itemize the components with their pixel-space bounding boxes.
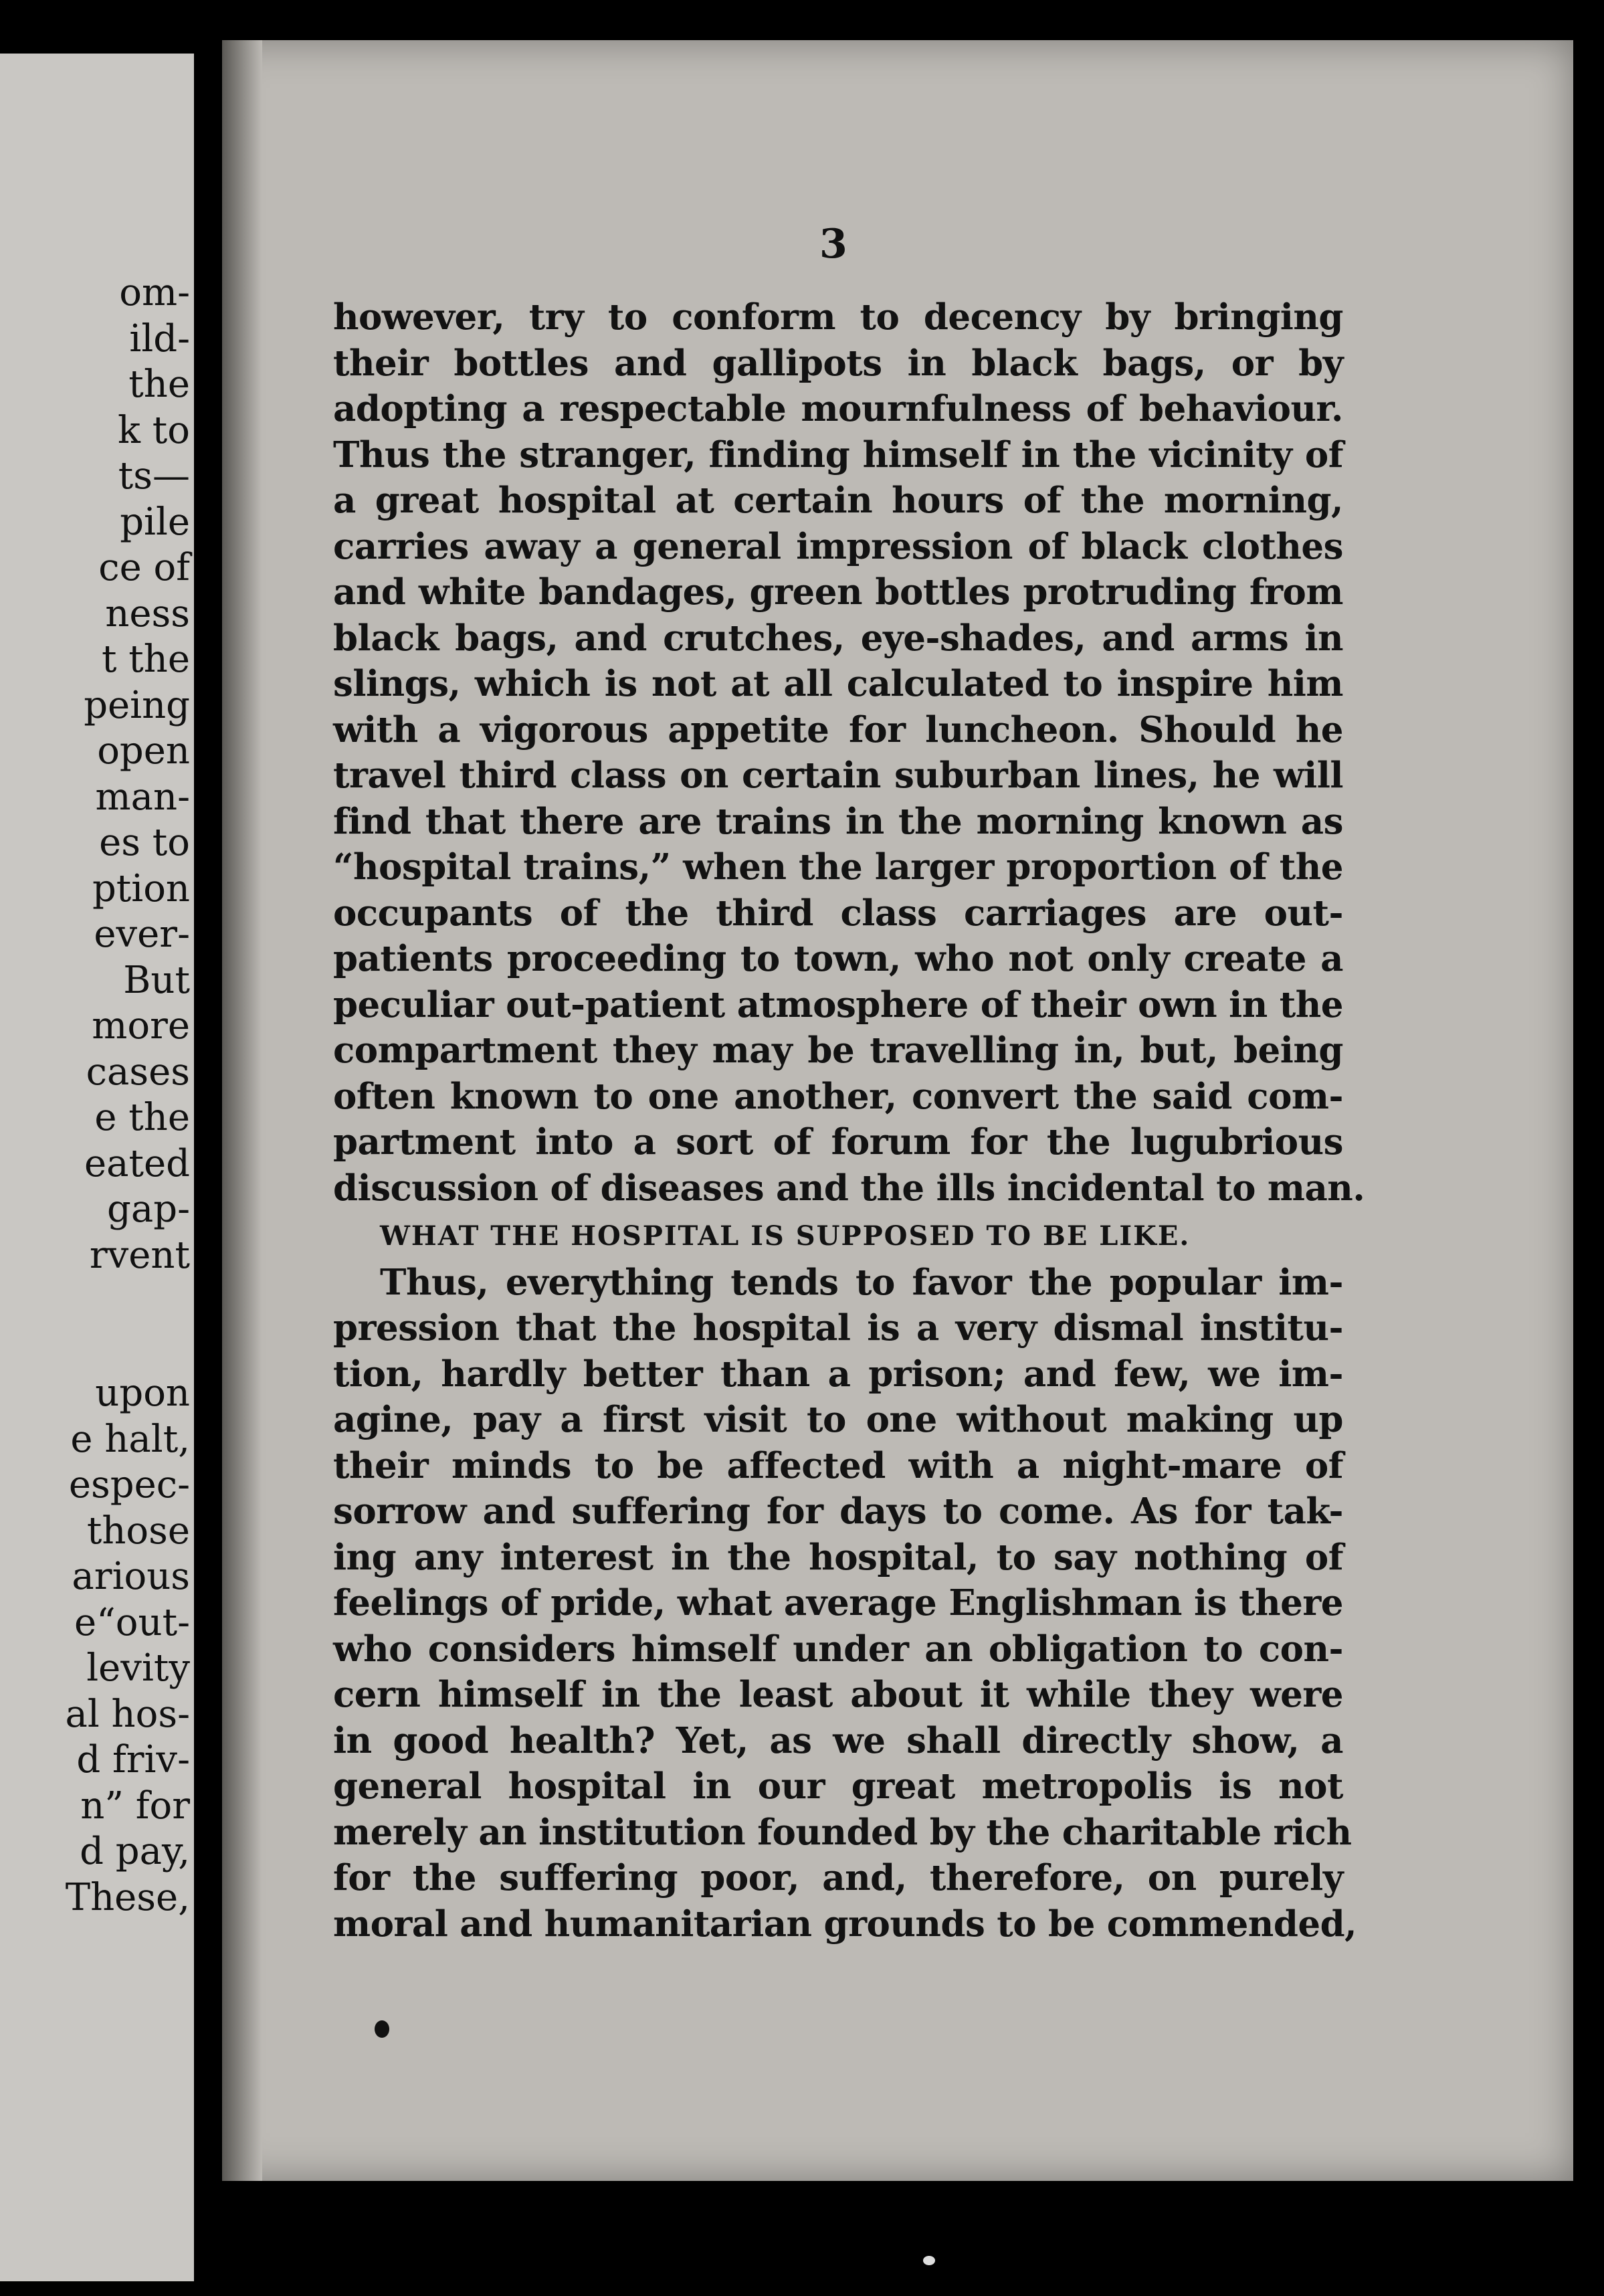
text-line: find that there are trains in the morning known as: [333, 800, 1343, 842]
facing-page-text-fragment: d pay,: [80, 1830, 190, 1873]
text-line: patients proceeding to town, who not only create a: [333, 938, 1343, 979]
facing-page-text-fragment: espec-: [68, 1463, 190, 1507]
facing-page-text-fragment: om-: [119, 271, 190, 314]
facing-page-text-fragment: k to: [118, 408, 190, 452]
facing-page-text-fragment: t the: [101, 638, 190, 681]
ink-speck: [923, 2256, 935, 2265]
text-line: general hospital in our great metropolis is not: [333, 1765, 1343, 1807]
text-line: slings, which is not at all calculated to inspire him: [333, 663, 1343, 704]
text-line: sorrow and suffering for days to come. As for tak-: [333, 1491, 1343, 1532]
text-line: compartment they may be travelling in, but, being: [333, 1030, 1343, 1071]
facing-page-text-fragment: es to: [99, 821, 190, 864]
facing-page-text-fragment: ts—: [118, 454, 190, 498]
facing-page-text-fragment: e“out-: [74, 1600, 190, 1644]
text-line: Thus the stranger, finding himself in the vicinity of: [333, 434, 1343, 476]
facing-page-text-fragment: the: [128, 363, 190, 406]
facing-page-text-fragment: rvent: [89, 1233, 190, 1277]
facing-page-text-fragment: ption: [92, 866, 190, 911]
section-heading: WHAT THE HOSPITAL IS SUPPOSED TO BE LIKE.: [380, 1220, 1191, 1252]
facing-page-text-fragment: peing: [84, 683, 190, 727]
facing-page-text-fragment: e halt,: [70, 1417, 190, 1461]
text-line: Thus, everything tends to favor the popular im-: [380, 1261, 1343, 1303]
text-line: merely an institution founded by the charitable rich: [333, 1811, 1352, 1853]
facing-page-text-fragment: open: [97, 729, 190, 773]
facing-page-fragment: [0, 54, 202, 2281]
text-line: discussion of diseases and the ills incidental to man.: [333, 1167, 1365, 1209]
page-gutter: [194, 0, 226, 2296]
text-line: and white bandages, green bottles protruding from: [333, 571, 1343, 613]
text-line: moral and humanitarian grounds to be commended,: [333, 1903, 1357, 1945]
text-line: agine, pay a first visit to one without making up: [333, 1399, 1343, 1440]
facing-page-text-fragment: upon: [95, 1371, 190, 1415]
text-line: in good health? Yet, as we shall directly show, a: [333, 1719, 1343, 1761]
text-line: their minds to be affected with a night-mare of: [333, 1444, 1343, 1487]
facing-page-text-fragment: These,: [65, 1875, 190, 1919]
text-line: occupants of the third class carriages are out-: [333, 892, 1343, 934]
facing-page-text-fragment: ce of: [98, 546, 190, 589]
facing-page-text-fragment: gap-: [106, 1187, 190, 1231]
facing-page-text-fragment: ness: [105, 591, 190, 636]
text-line: pression that the hospital is a very dismal institu-: [333, 1307, 1343, 1349]
ink-speck: [375, 2020, 389, 2038]
page-edge-shadow: [222, 40, 262, 2181]
facing-page-text-fragment: cases: [86, 1050, 190, 1094]
text-line: “hospital trains,” when the larger proportion of the: [333, 846, 1343, 888]
text-line: who considers himself under an obligation to con-: [333, 1628, 1343, 1670]
text-line: carries away a general impression of black clothes: [333, 525, 1343, 567]
text-line: adopting a respectable mournfulness of behaviour.: [333, 388, 1343, 429]
text-line: black bags, and crutches, eye-shades, and arms in: [333, 617, 1343, 659]
text-line: often known to one another, convert the said com-: [333, 1075, 1343, 1117]
facing-page-text-fragment: n” for: [80, 1784, 190, 1828]
facing-page-text-fragment: those: [86, 1509, 190, 1553]
facing-page-text-fragment: more: [92, 1004, 190, 1048]
facing-page-text-fragment: eated: [84, 1141, 190, 1185]
text-line: a great hospital at certain hours of the morning,: [333, 480, 1343, 521]
text-line: for the suffering poor, and, therefore, on purely: [333, 1857, 1343, 1899]
text-line: however, try to conform to decency by bringing: [333, 296, 1343, 338]
facing-page-text-fragment: e the: [94, 1096, 190, 1139]
facing-page-text-fragment: d friv-: [76, 1738, 190, 1782]
facing-page-text-fragment: ild-: [129, 316, 190, 361]
facing-page-text-fragment: arious: [72, 1555, 190, 1598]
text-line: ing any interest in the hospital, to say nothing of: [333, 1536, 1343, 1578]
text-line: tion, hardly better than a prison; and few, we im-: [333, 1353, 1343, 1395]
text-line: partment into a sort of forum for the lugubrious: [333, 1121, 1343, 1163]
text-line: with a vigorous appetite for luncheon. Should he: [333, 708, 1343, 751]
text-line: their bottles and gallipots in black bags, or by: [333, 342, 1343, 384]
facing-page-text-fragment: But: [123, 958, 190, 1002]
facing-page-text-fragment: pile: [120, 500, 190, 544]
body-text: [333, 294, 1365, 1947]
text-line: peculiar out-patient atmosphere of their own in the: [333, 983, 1343, 1026]
page-number: 3: [819, 221, 847, 268]
facing-page-text-fragment: ever-: [94, 913, 190, 956]
facing-page-text-fragment: levity: [86, 1646, 190, 1690]
text-line: feelings of pride, what average Englishman is there: [333, 1582, 1343, 1624]
facing-page-text-fragment: man-: [95, 775, 190, 819]
text-line: cern himself in the least about it while they were: [333, 1674, 1343, 1715]
text-line: travel third class on certain suburban lines, he will: [333, 755, 1343, 796]
facing-page-text-fragment: al hos-: [65, 1692, 190, 1736]
